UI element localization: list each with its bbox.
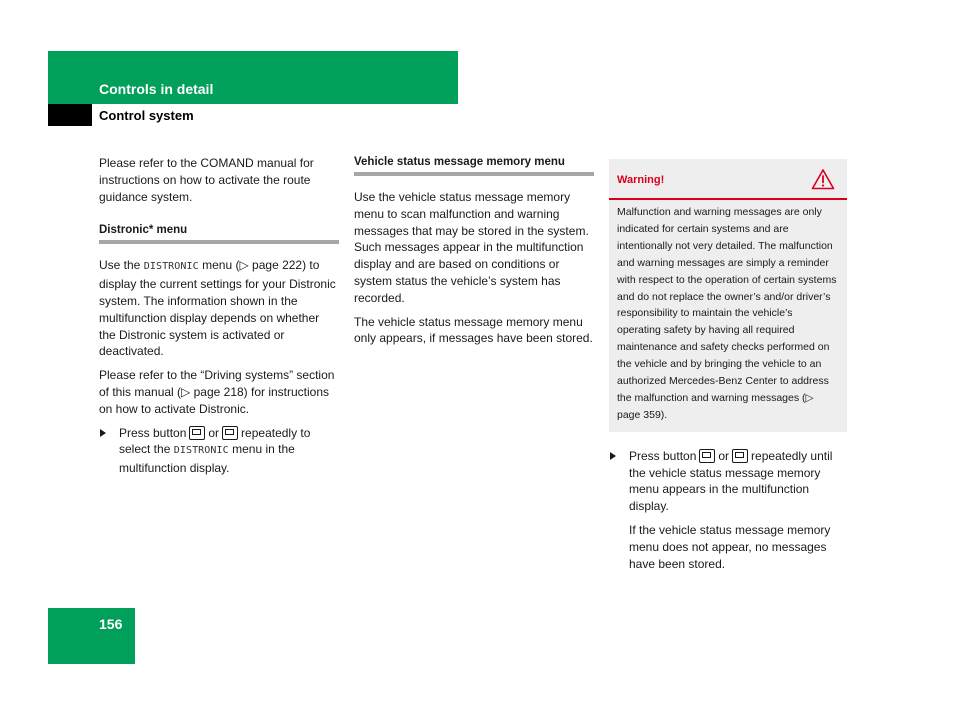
- column-1: [99, 155, 339, 484]
- distronic-heading: Distronic* menu: [99, 223, 339, 244]
- distronic-paragraph: Use the DISTRONIC menu (▷ page 222) to display the current settings for your Distronic system. The information shown in the multifunction display depends on whether the Distronic system is activated or deactivated.: [99, 258, 336, 359]
- distronic-code: DISTRONIC: [143, 261, 199, 273]
- section-title: Control system: [99, 108, 194, 123]
- status-memory-note: The vehicle status message memory menu only appears, if messages have been stored.: [354, 314, 593, 346]
- warning-box: [609, 159, 847, 432]
- warning-label: Warning!: [617, 174, 665, 186]
- triangle-bullet-icon: [610, 452, 616, 460]
- warning-triangle-icon: [811, 168, 835, 190]
- status-memory-paragraph: Use the vehicle status message memory menu to scan malfunction and warning messages that may be stored in the system. Such messages appear in the multifunction display and are based on conditions or system status the vehicle’s system has recorded.: [354, 190, 589, 305]
- chapter-title: Controls in detail: [99, 81, 214, 97]
- no-messages-note: If the vehicle status message memory menu does not appear, no messages have been stored.: [629, 522, 831, 571]
- bullet-step: Press button or repeatedly to select the DISTRONIC menu in the multifunction display.: [99, 425, 339, 477]
- page-ref-icon: ▷: [181, 384, 191, 399]
- page-number: 156: [99, 616, 123, 632]
- display-button-icon: [732, 449, 748, 463]
- display-button-icon: [222, 426, 238, 440]
- display-button-icon: [189, 426, 205, 440]
- display-button-icon: [699, 449, 715, 463]
- triangle-bullet-icon: [100, 429, 106, 437]
- status-memory-heading: Vehicle status message memory menu: [354, 155, 594, 176]
- column-3: [609, 159, 847, 579]
- warning-header: [609, 159, 847, 200]
- driving-systems-paragraph: Please refer to the “Driving systems” section of this manual (▷ page 218) for instructions on how to activate Distronic.: [99, 368, 335, 416]
- bullet-step: Press button or repeatedly until the vehicle status message memory menu appears in the multifunction display.: [609, 448, 847, 515]
- header-marker: [48, 104, 92, 126]
- warning-text: Malfunction and warning messages are only indicated for certain systems and are intentionally not very detailed. The malfunction and warning messages are simply a reminder with respect to the operation of certain systems and do not replace the owner’s and/or driver’s responsibility to maintain the vehicle’s operating safety by having all required maintenance and safety checks performed on the vehicle and by bringing the vehicle to an authorized Mercedes-Benz Center to address the malfunction and warning messages (▷ page 359).: [617, 206, 837, 421]
- page-ref-icon: ▷: [239, 258, 249, 273]
- intro-paragraph: Please refer to the COMAND manual for instructions on how to activate the route guidance system.: [99, 156, 314, 204]
- page-ref-icon: ▷: [805, 391, 814, 404]
- distronic-code: DISTRONIC: [173, 445, 229, 457]
- column-2: [354, 155, 594, 354]
